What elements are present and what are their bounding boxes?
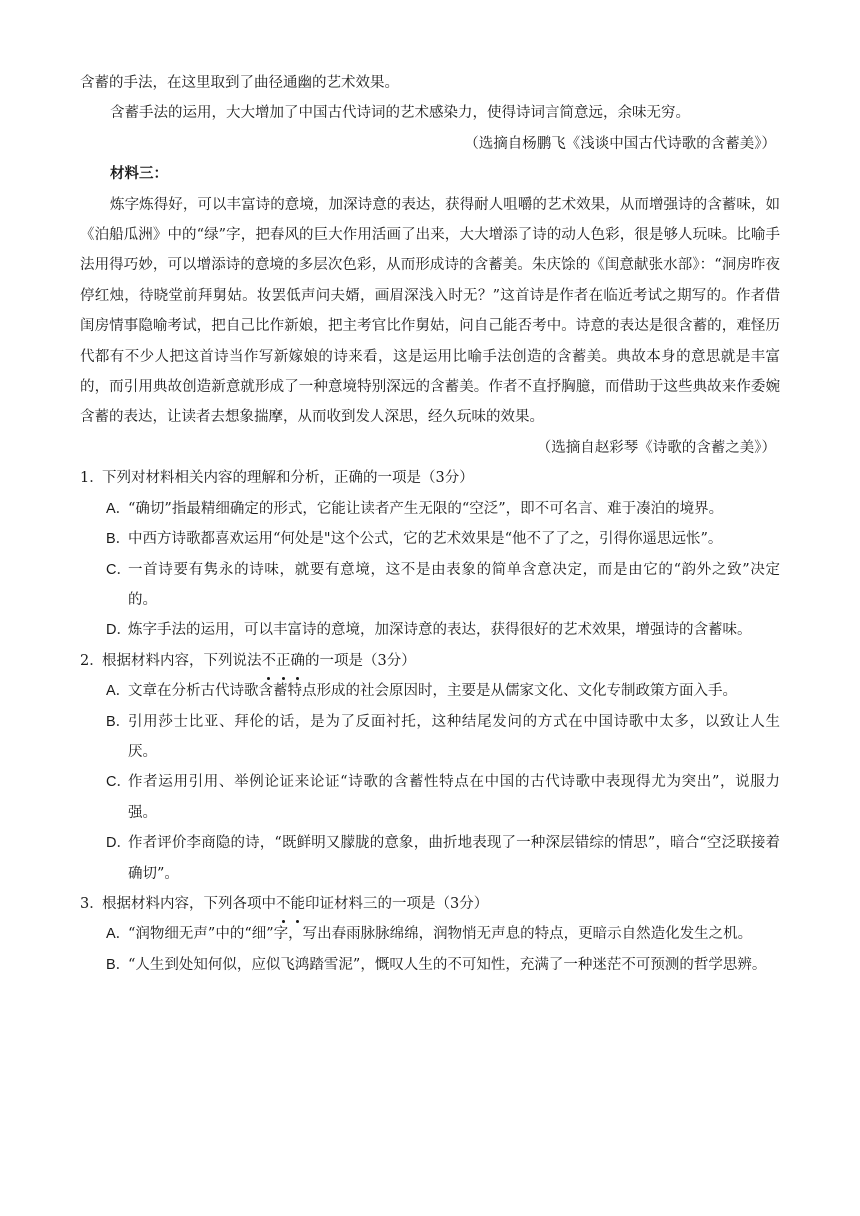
option-text: “人生到处知何似，应似飞鸿踏雪泥”，慨叹人生的不可知性，充满了一种迷茫不可预测的哲学思辨。 [128,956,767,973]
emphasis-char: 确 [291,646,306,676]
option-label: A． [106,683,131,700]
question-text [102,889,780,919]
option-text: 作者运用引用、举例论证来论证“诗歌的含蓄性特点在中国的古代诗歌中表现得尤为突出”，说服力强。 [128,774,780,821]
question-1 [80,463,780,645]
material2-closing-paragraph: 含蓄手法的运用，大大增加了中国古代诗词的艺术感染力，使得诗词言简意远，余味无穷。 [110,105,690,122]
emphasized-text [262,653,306,669]
question-stem-text: 根据材料内容，下列各项中 [102,895,276,912]
question-stem-text: 印证材料三的一项是（3分） [305,895,489,912]
option-text: 作者评价李商隐的诗，“既鲜明又朦胧的意象，曲折地表现了一种深层错综的情思”，暗合“空泛联接着确切”。 [128,835,780,882]
question-1-stem [80,463,780,493]
option-text: 炼字手法的运用，可以丰富诗的意境，加深诗意的表达，获得很好的艺术效果，增强诗的含蓄味。 [128,622,752,639]
question-3-stem [80,889,780,919]
option-label: A． [106,926,131,943]
material2-source: （选摘自杨鹏飞《浅谈中国古代诗歌的含蓄美》） [464,135,776,152]
question-number: 3． [80,895,104,912]
question-stem-text: 根据材料内容，下列说法 [102,652,262,669]
question-text [102,646,780,676]
question-2-option-d [80,828,780,889]
question-1-option-c [80,555,780,616]
option-text: 文章在分析古代诗歌含蓄特点形成的社会原因时，主要是从儒家文化、文化专制政策方面入手。 [128,683,737,700]
question-number: 1． [80,470,104,487]
question-1-option-a [80,494,780,524]
option-label: B． [106,531,131,548]
emphasis-char: 正 [276,646,291,676]
option-label: D． [106,835,131,852]
question-text [102,463,780,493]
option-text: 一首诗要有隽永的诗味，就要有意境，这不是由表象的简单含意决定，而是由它的“韵外之致”决定的。 [128,561,780,608]
material3-source: （选摘自赵彩琴《诗歌的含蓄之美》） [536,439,776,456]
option-label: C． [106,561,131,578]
question-2 [80,646,780,889]
page-content [80,68,780,980]
option-text: 中西方诗歌都喜欢运用“何处是"这个公式，它的艺术效果是“他不了了之，引得你遥思远怅”。 [128,531,723,548]
emphasis-char: 能 [291,889,306,919]
option-label: C． [106,774,131,791]
question-1-option-d [80,615,780,645]
question-stem-text: 下列对材料相关内容的理解和分析，正确的一项是（3分） [102,470,474,487]
material3-body: 炼字炼得好，可以丰富诗的意境，加深诗意的表达，获得耐人咀嚼的艺术效果，从而增强诗的含蓄味，如《泊船瓜洲》中的“绿”字，把春风的巨大作用活画了出来，大大增添了诗的动人色彩，很是够人玩味。比喻手法用得巧妙，可以增添诗的意境的多层次色彩，从而形成诗的含蓄美。朱庆馀的《闺意献张水部》：“洞房昨夜停红烛，待晓堂前拜舅姑。妆罢低声问夫婿，画眉深浅入时无？”这首诗是作者在临近考试之期写的。作者借闺房情事隐喻考试，把自己比作新娘，把主考官比作舅姑，问自己能否考中。诗意的表达是很含蓄的，难怪历代都有不少人把这首诗当作写新嫁娘的诗来看，这是运用比喻手法创造的含蓄美。典故本身的意思就是丰富的，而引用典故创造新意就形成了一种意境特别深远的含蓄美。作者不直抒胸臆，而借助于这些典故来作委婉含蓄的表达，让读者去想象揣摩，从而收到发人深思，经久玩味的效果。 [80,196,780,426]
question-3-option-b [80,950,780,980]
option-label: A． [106,500,131,517]
emphasis-char: 不 [262,646,277,676]
emphasized-text [276,896,305,912]
question-3 [80,889,780,980]
question-3-option-a [80,919,780,949]
option-label: B． [106,956,131,973]
question-2-option-a [80,676,780,706]
material2-last-line: 含蓄的手法，在这里取到了曲径通幽的艺术效果。 [80,75,399,91]
emphasis-char: 不 [276,889,291,919]
question-number: 2． [80,652,104,669]
option-text: “确切”指最精细确定的形式，它能让读者产生无限的“空泛”，即不可名言、难于凑泊的境界。 [128,500,724,517]
material3-heading: 材料三： [110,165,168,183]
option-text: “润物细无声”中的“细”字，写出春雨脉脉绵绵，润物悄无声息的特点，更暗示自然造化发生之机。 [128,926,753,943]
option-text: 引用莎士比亚、拜伦的话，是为了反面衬托，这种结尾发问的方式在中国诗歌中太多，以致让人生厌。 [128,713,780,760]
question-2-option-c [80,767,780,828]
question-2-stem [80,646,780,676]
option-label: D． [106,622,131,639]
option-label: B． [106,713,131,730]
question-2-option-b [80,707,780,768]
question-stem-text: 的一项是（3分） [305,652,416,669]
question-1-option-b [80,524,780,554]
